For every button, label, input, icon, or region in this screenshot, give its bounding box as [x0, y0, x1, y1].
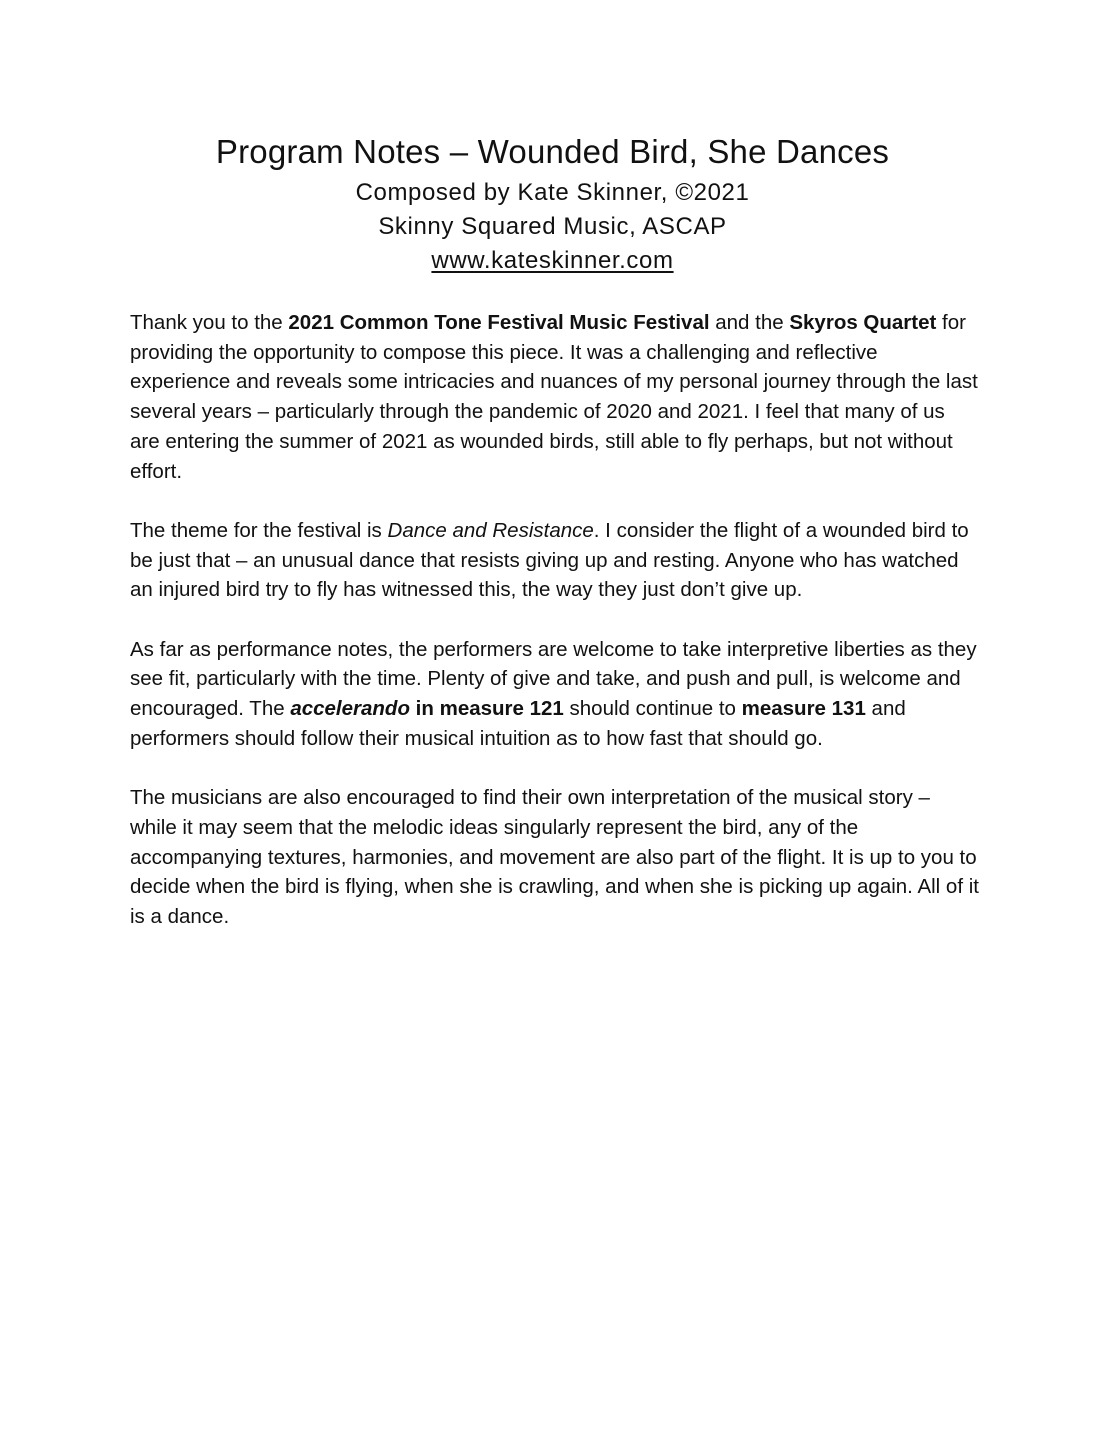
measure-start: in measure 121 [409, 697, 564, 721]
text-span: should continue to [563, 697, 742, 721]
tempo-marking: accelerando [290, 697, 410, 721]
text-span: and performers should follow their musical intuition as to how fast that should go. [130, 697, 906, 750]
publisher-credit: Skinny Squared Music, ASCAP [378, 213, 727, 240]
quartet-name: Skyros Quartet [789, 311, 937, 334]
text-span: . I consider the flight of a wounded bird to be just that – an unusual dance that resists giving up and resting. Anyone who has watched an injured bird try to fly has witnessed this, the way they just don’t give up. [130, 518, 969, 602]
document-header [0, 128, 1105, 278]
paragraph-interpretation [130, 783, 980, 932]
text-span: and the [709, 311, 790, 334]
page-title: Program Notes – Wounded Bird, She Dances [215, 133, 890, 170]
text-span: The musicians are also encouraged to find their own interpretation of the musical story – while it may seem that the melodic ideas singularly represent the bird, any of the accompanying textures, harmonies, and movement are also part of the flight. It is up to you to decide when the bird is flying, when she is crawling, and when she is picking up again. All of it is a dance. [130, 786, 979, 929]
paragraph-theme [130, 516, 980, 605]
website-line [0, 244, 1105, 278]
paragraph-thanks [130, 308, 980, 486]
text-span: The theme for the festival is [130, 518, 388, 542]
theme-name: Dance and Resistance [387, 518, 594, 542]
text-span: for providing the opportunity to compose this piece. It was a challenging and reflective experience and reveals some intricacies and nuances of my personal journey through the last several years – particularly through the pandemic of 2020 and 2021. I feel that many of us are entering the summer of 2021 as wounded birds, still able to fly perhaps, but not without effort. [130, 311, 978, 483]
program-notes-body [130, 308, 980, 961]
paragraph-performance-notes [130, 635, 980, 754]
text-span: As far as performance notes, the performers are welcome to take interpretive liberties as they see fit, particularly with the time. Plenty of give and take, and push and pull, is welcome and encouraged. The [130, 637, 977, 721]
text-span: Thank you to the [130, 311, 289, 334]
festival-name: 2021 Common Tone Festival Music Festival [288, 311, 710, 334]
measure-end: measure 131 [741, 697, 866, 721]
composer-credit: Composed by Kate Skinner, ©2021 [355, 179, 750, 206]
website-link[interactable]: www.kateskinner.com [431, 247, 674, 274]
